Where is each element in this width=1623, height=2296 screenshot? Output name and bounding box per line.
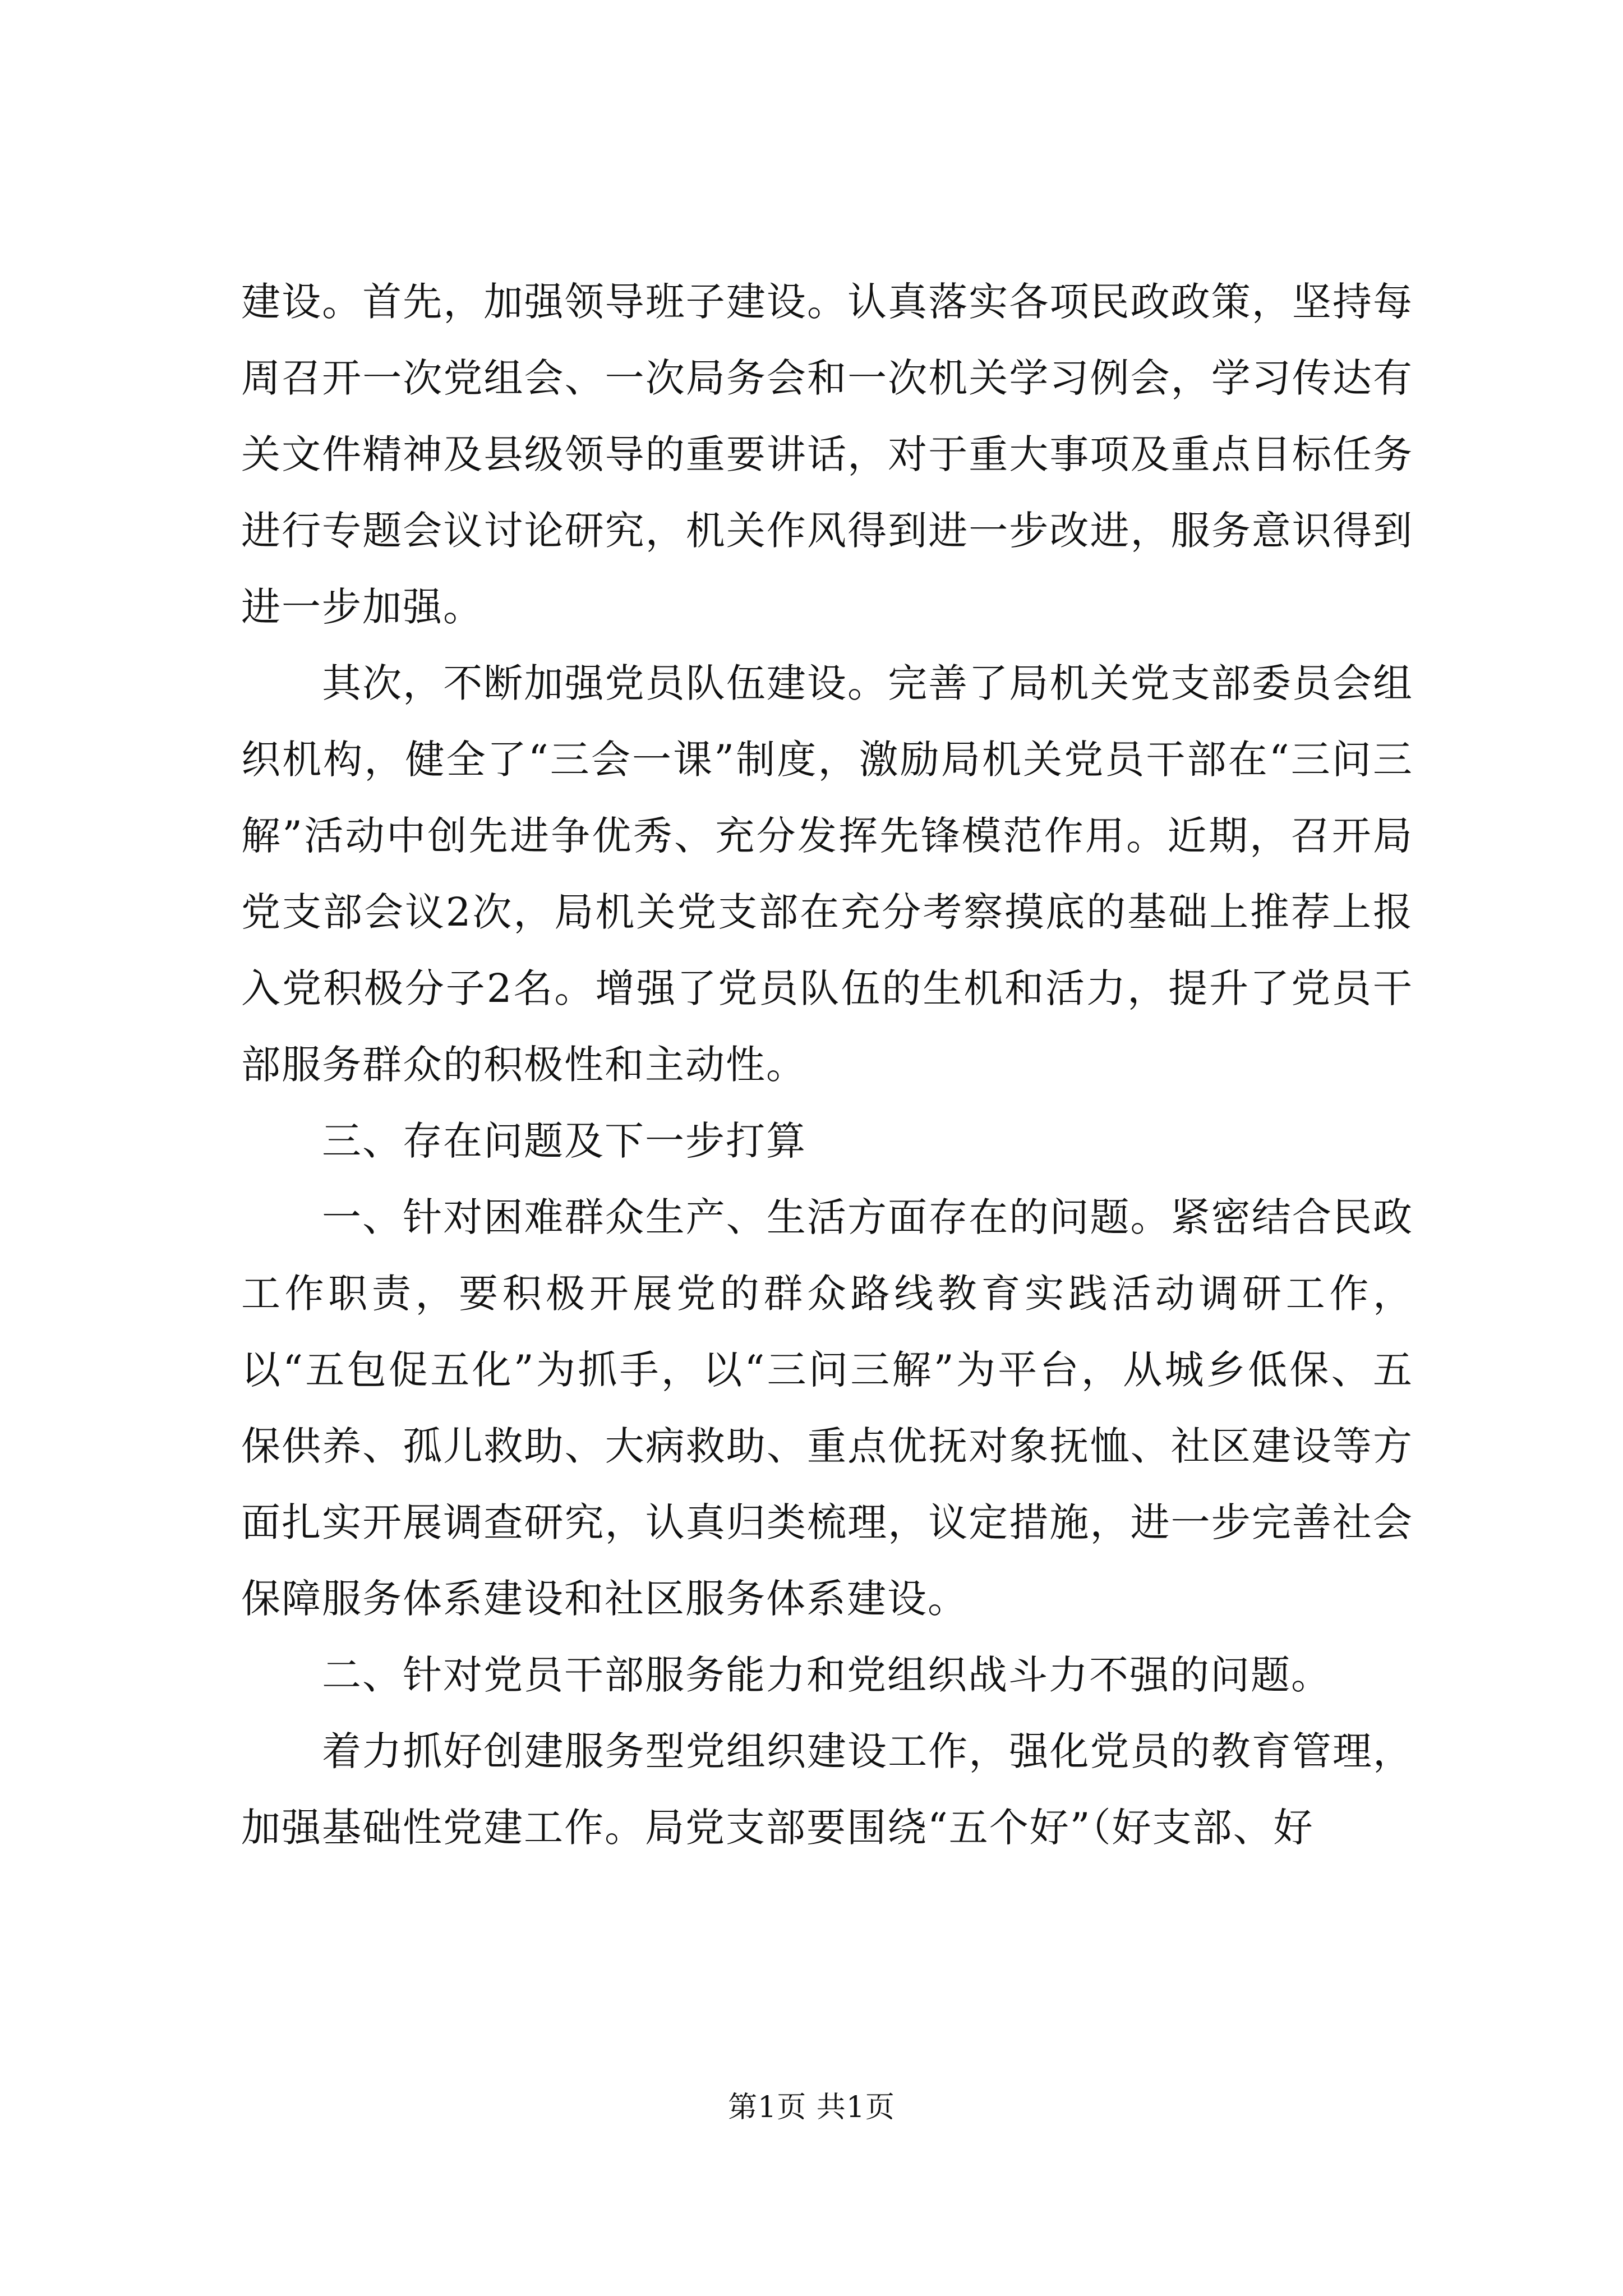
paragraph-party-members: 其次，不断加强党员队伍建设。完善了局机关党支部委员会组织机构，健全了“三会一课”制度，激励局机关党员干部在“三问三解”活动中创先进争优秀、充分发挥先锋模范作用。近期，召开局党支部会议2次，局机关党支部在充分考察摸底的基础上推荐上报入党积极分子2名。增强了党员队伍的生机和活力，提升了党员干部服务群众的积极性和主动性。: [241, 660, 1413, 1088]
paragraph-problem-two: 二、针对党员干部服务能力和党组织战斗力不强的问题。: [322, 1652, 1331, 1698]
document-body: [241, 264, 1413, 1866]
paragraph-service-party: 着力抓好创建服务型党组织建设工作，强化党员的教育管理，加强基础性党建工作。局党支部要围绕“五个好”（好支部、好: [241, 1728, 1413, 1851]
section-heading-problems: 三、存在问题及下一步打算: [322, 1118, 806, 1164]
paragraph-problem-one: 一、针对困难群众生产、生活方面存在的问题。紧密结合民政工作职责，要积极开展党的群众路线教育实践活动调研工作，以“五包促五化”为抓手，以“三问三解”为平台，从城乡低保、五保供养、孤儿救助、大病救助、重点优抚对象抚恤、社区建设等方面扎实开展调查研究，认真归类梳理，议定措施，进一步完善社会保障服务体系建设和社区服务体系建设。: [241, 1194, 1413, 1622]
page-footer: 第1页 共1页: [728, 2091, 895, 2124]
paragraph-leadership: 建设。首先，加强领导班子建设。认真落实各项民政政策，坚持每周召开一次党组会、一次局务会和一次机关学习例会，学习传达有关文件精神及县级领导的重要讲话，对于重大事项及重点目标任务进行专题会议讨论研究，机关作风得到进一步改进，服务意识得到进一步加强。: [241, 279, 1413, 630]
